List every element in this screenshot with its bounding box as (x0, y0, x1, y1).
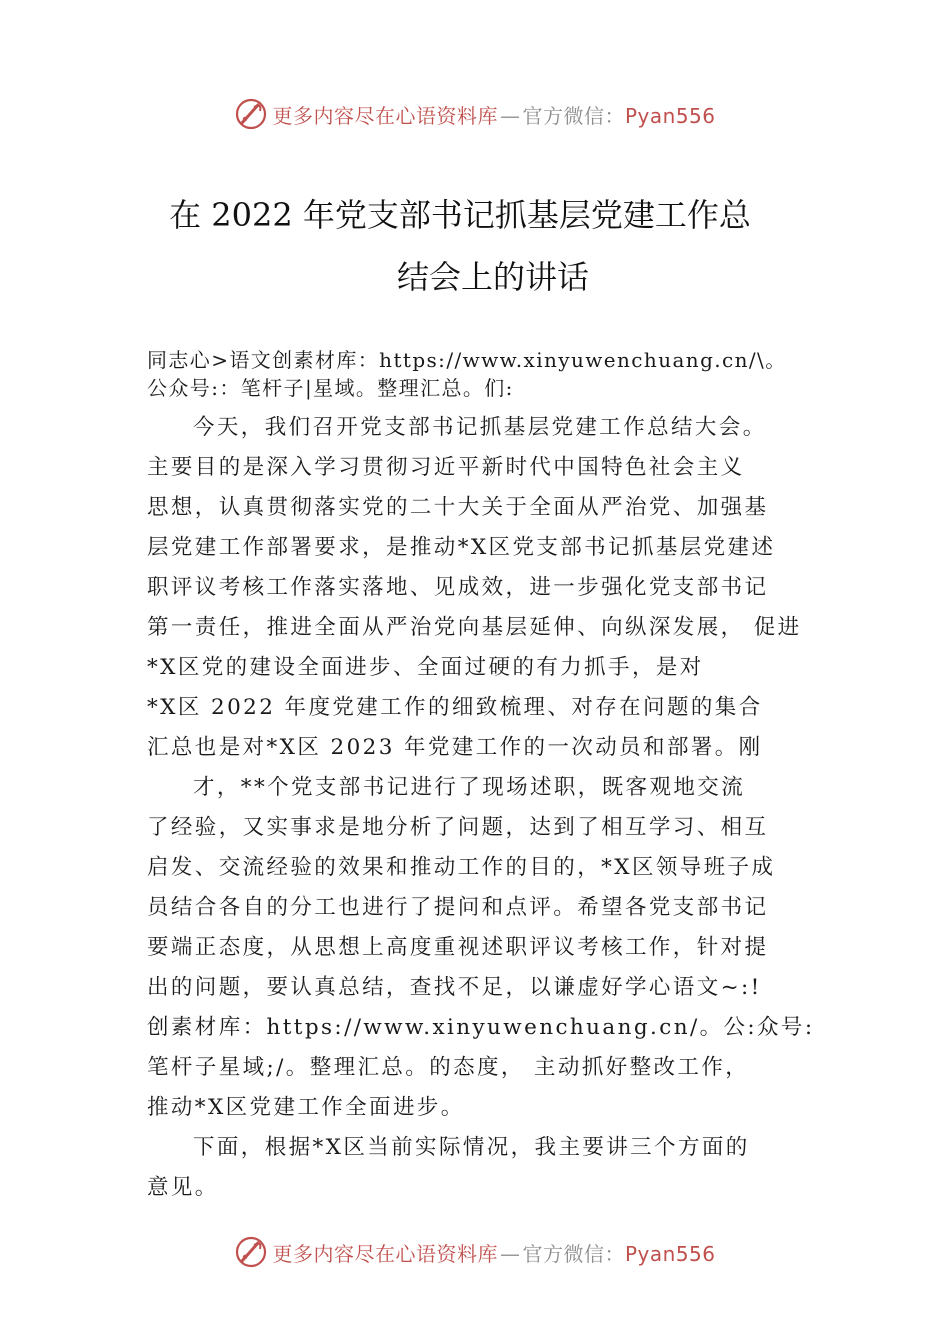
body-line: *X区 2022 年度党建工作的细致梳理、对存在问题的集合 (147, 695, 763, 720)
body-line: *X区党的建设全面进步、全面过硬的有力抓手，是对 (147, 655, 704, 680)
body-line: 出的问题，要认真总结，查找不足，以谦虚好学心语文~:! (147, 975, 762, 1000)
body-line: 同志心>语文创素材库：https://www.xinyuwenchuang.cn/\。 (147, 348, 787, 372)
body-line: 推动*X区党建工作全面进步。 (147, 1095, 465, 1120)
body-line: 启发、交流经验的效果和推动工作的目的，*X区领导班子成 (147, 855, 776, 880)
document-title-line-1: 在 2022 年党支部书记抓基层党建工作总 (169, 196, 751, 234)
banner-wechat-id: Pyan556 (624, 1241, 716, 1266)
body-line: 笔杆子星域;/。整理汇总。的态度， 主动抓好整改工作， (147, 1055, 750, 1080)
brush-logo-icon (234, 97, 268, 131)
body-line: 第一责任，推进全面从严治党向基层延伸、向纵深发展， 促进 (147, 615, 802, 640)
body-line: 员结合各自的分工也进行了提问和点评。希望各党支部书记 (147, 895, 769, 920)
body-line: 要端正态度，从思想上高度重视述职评议考核工作，针对提 (147, 935, 769, 960)
brush-logo-icon (234, 1235, 268, 1269)
banner-dash: — (499, 1241, 521, 1266)
banner-wechat-id: Pyan556 (624, 103, 716, 128)
body-line: 主要目的是深入学习贯彻习近平新时代中国特色社会主义 (147, 455, 745, 480)
body-line: 职评议考核工作落实落地、见成效，进一步强化党支部书记 (147, 575, 769, 600)
header-banner (0, 94, 950, 134)
body-line: 才，**个党支部书记进行了现场述职，既客观地交流 (193, 775, 746, 800)
banner-wechat-label: 官方微信： (522, 1241, 625, 1266)
body-line: 创素材库：https://www.xinyuwenchuang.cn/。公:众号: (147, 1015, 815, 1040)
document-body (147, 346, 837, 1208)
body-line: 层党建工作部署要求，是推动*X区党支部书记抓基层党建述 (147, 535, 776, 560)
banner-wechat-label: 官方微信： (522, 103, 625, 128)
document-title-line-2: 结会上的讲话 (396, 258, 589, 296)
body-line: 公众号:：笔杆子|星域。整理汇总。们: (147, 376, 514, 400)
banner-dash: — (499, 103, 521, 128)
body-line: 意见。 (147, 1175, 219, 1200)
body-line: 下面，根据*X区当前实际情况，我主要讲三个方面的 (193, 1135, 750, 1160)
body-line: 了经验，又实事求是地分析了问题，达到了相互学习、相互 (147, 815, 769, 840)
body-line: 今天，我们召开党支部书记抓基层党建工作总结大会。 (193, 415, 767, 440)
body-line: 汇总也是对*X区 2023 年党建工作的一次动员和部署。刚 (147, 735, 763, 760)
banner-main-text: 更多内容尽在心语资料库 (272, 1241, 498, 1266)
footer-banner (0, 1232, 950, 1272)
banner-main-text: 更多内容尽在心语资料库 (272, 103, 498, 128)
body-line: 思想，认真贯彻落实党的二十大关于全面从严治党、加强基 (147, 495, 769, 520)
